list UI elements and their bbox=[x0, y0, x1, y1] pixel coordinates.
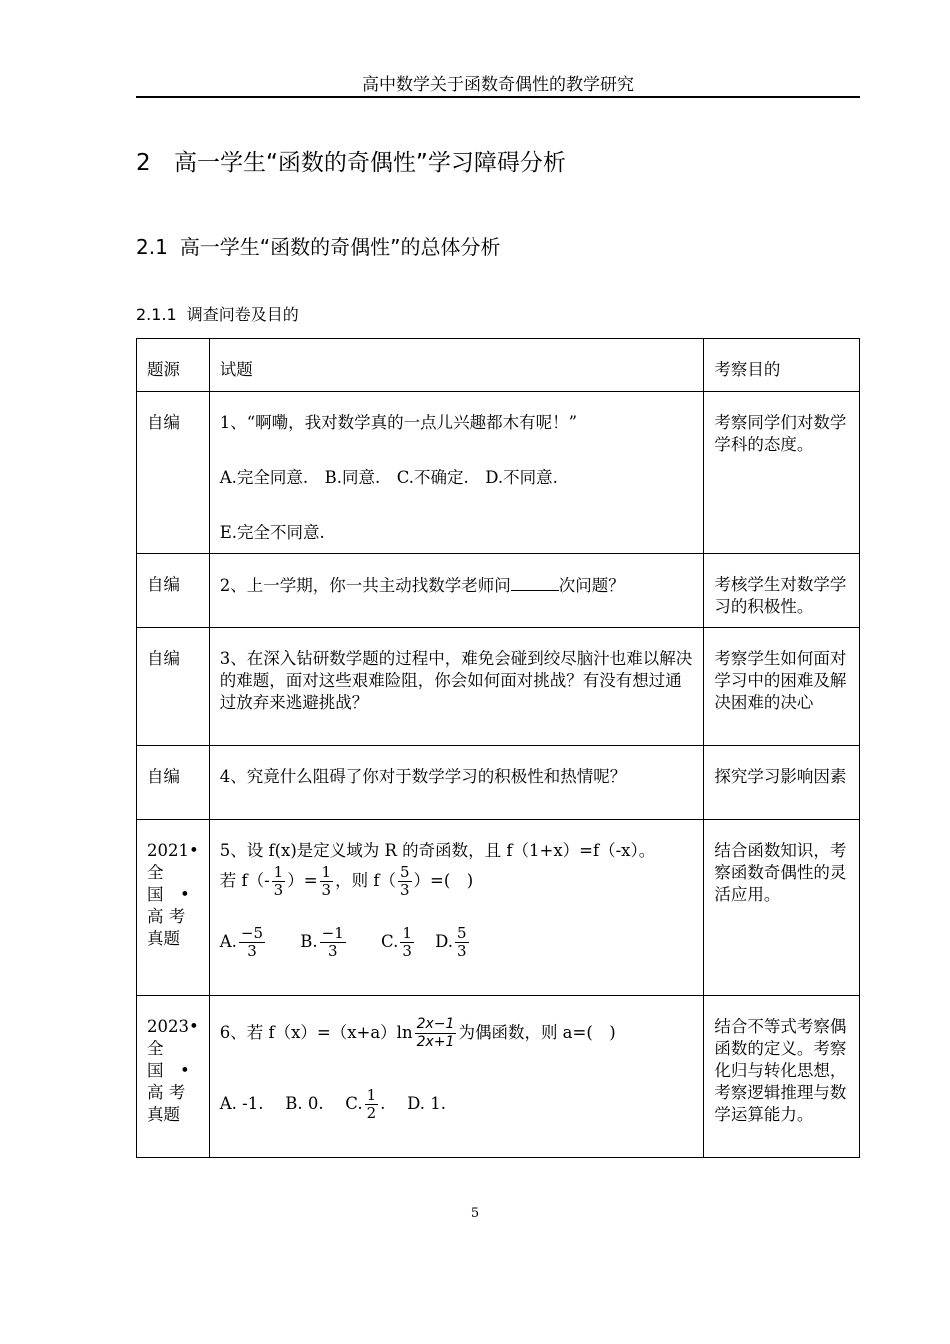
question-text: 2、上一学期，你一共主动找数学老师问 bbox=[219, 576, 511, 595]
table-header-row bbox=[137, 339, 860, 392]
question-cell: 4、究竟什么阻碍了你对于数学学习的积极性和热情呢？ bbox=[209, 746, 704, 820]
source-cell: 自编 bbox=[137, 554, 210, 628]
question-formula bbox=[220, 1016, 694, 1051]
question-text: 次问题？ bbox=[558, 576, 625, 595]
formula-text: ）= bbox=[287, 871, 318, 890]
column-header-question: 试题 bbox=[209, 339, 704, 392]
denominator: 2 bbox=[366, 1104, 377, 1122]
column-header-source: 题源 bbox=[137, 339, 210, 392]
source-cell bbox=[137, 996, 210, 1158]
numerator: 1 bbox=[402, 924, 412, 942]
question-cell bbox=[209, 392, 704, 554]
option-label: D. bbox=[435, 932, 454, 951]
numerator: 5 bbox=[399, 863, 410, 881]
table-row bbox=[137, 996, 860, 1158]
numerator: −5 bbox=[240, 924, 264, 942]
section-heading bbox=[136, 233, 501, 261]
table-row bbox=[137, 554, 860, 628]
denominator: 3 bbox=[402, 942, 412, 960]
page-number: 5 bbox=[470, 1206, 480, 1221]
answer-blank bbox=[511, 574, 559, 591]
subsection-number: 2.1.1 bbox=[136, 305, 177, 324]
formula-text: 为偶函数，则 a=( ) bbox=[458, 1023, 616, 1042]
denominator: 3 bbox=[327, 942, 338, 960]
survey-table bbox=[136, 338, 860, 1158]
source-line: 国 • bbox=[147, 1061, 190, 1080]
fraction bbox=[400, 925, 414, 960]
denominator: 3 bbox=[399, 881, 410, 899]
subsection-heading bbox=[136, 304, 299, 326]
aim-cell: 探究学习影响因素 bbox=[704, 746, 860, 820]
fraction bbox=[365, 1087, 379, 1122]
fraction bbox=[455, 925, 469, 960]
formula-text: 6、若 f（x）=（x+a）ln bbox=[219, 1023, 413, 1042]
question-options: E.完全不同意. bbox=[219, 523, 325, 542]
source-line: 高 考 bbox=[147, 1083, 186, 1102]
option-label: B. bbox=[300, 932, 318, 951]
question-cell bbox=[209, 820, 704, 996]
formula-text: 若 f（- bbox=[219, 871, 270, 890]
question-text: 1、“啊嘞，我对数学真的一点儿兴趣都木有呢！” bbox=[219, 413, 578, 432]
chapter-title: 高一学生“函数的奇偶性”学习障碍分析 bbox=[174, 150, 566, 176]
numerator: 5 bbox=[457, 924, 467, 942]
source-line: 全 bbox=[147, 863, 164, 882]
chapter-number: 2 bbox=[136, 150, 151, 176]
option-text: A. -1. B. 0. C. bbox=[219, 1094, 363, 1113]
fraction bbox=[415, 1016, 457, 1051]
source-line: 2023• bbox=[147, 1017, 199, 1036]
source-cell: 自编 bbox=[137, 746, 210, 820]
chapter-heading bbox=[136, 147, 566, 179]
fraction bbox=[398, 864, 412, 899]
question-options: A.完全同意. B.同意. C.不确定. D.不同意. bbox=[219, 468, 558, 487]
source-cell bbox=[137, 820, 210, 996]
source-line: 2021• bbox=[147, 841, 199, 860]
numerator: −1 bbox=[321, 924, 344, 942]
aim-cell: 考察学生如何面对学习中的困难及解决困难的决心 bbox=[704, 628, 860, 746]
source-line: 全 bbox=[147, 1039, 164, 1058]
question-options bbox=[220, 925, 694, 960]
question-text: 5、设 f(x)是定义域为 R 的奇函数，且 f（1+x）=f（-x）。 bbox=[219, 841, 656, 860]
table-row bbox=[137, 746, 860, 820]
numerator: 1 bbox=[273, 863, 284, 881]
option-text: . D. 1. bbox=[380, 1094, 447, 1113]
formula-text: ）=( ) bbox=[413, 871, 474, 890]
denominator: 3 bbox=[457, 942, 467, 960]
question-cell: 3、在深入钻研数学题的过程中，难免会碰到绞尽脑汁也难以解决的难题，面对这些艰难险阻，你会如何面对挑战？有没有想过通过放弃来逃避挑战？ bbox=[209, 628, 704, 746]
question-cell bbox=[209, 554, 704, 628]
source-line: 高 考 bbox=[147, 907, 186, 926]
fraction bbox=[320, 864, 334, 899]
column-header-aim: 考察目的 bbox=[704, 339, 860, 392]
running-header: 高中数学关于函数奇偶性的教学研究 bbox=[362, 75, 634, 95]
source-line: 真题 bbox=[147, 1105, 180, 1124]
denominator: 3 bbox=[247, 942, 257, 960]
fraction bbox=[239, 925, 265, 960]
numerator: 1 bbox=[321, 863, 332, 881]
subsection-title: 调查问卷及目的 bbox=[186, 305, 299, 324]
numerator: 2x−1 bbox=[416, 1016, 455, 1032]
question-cell bbox=[209, 996, 704, 1158]
option-label: C. bbox=[381, 932, 399, 951]
source-line: 真题 bbox=[147, 929, 180, 948]
aim-cell: 考核学生对数学学习的积极性。 bbox=[704, 554, 860, 628]
section-title: 高一学生“函数的奇偶性”的总体分析 bbox=[179, 235, 501, 259]
formula-text: ，则 f（ bbox=[335, 871, 396, 890]
table-row bbox=[137, 628, 860, 746]
fraction bbox=[320, 925, 346, 960]
denominator: 3 bbox=[273, 881, 284, 899]
table-row bbox=[137, 820, 860, 996]
question-formula bbox=[220, 864, 694, 899]
source-cell: 自编 bbox=[137, 628, 210, 746]
denominator: 2x+1 bbox=[416, 1034, 455, 1050]
aim-cell: 结合函数知识，考察函数奇偶性的灵活应用。 bbox=[704, 820, 860, 996]
aim-cell: 考察同学们对数学学科的态度。 bbox=[704, 392, 860, 554]
source-line: 国 • bbox=[147, 885, 190, 904]
source-cell: 自编 bbox=[137, 392, 210, 554]
question-options bbox=[220, 1087, 694, 1122]
option-label: A. bbox=[219, 932, 237, 951]
numerator: 1 bbox=[366, 1086, 377, 1104]
fraction bbox=[272, 864, 286, 899]
aim-cell: 结合不等式考察偶函数的定义。考察化归与转化思想，考察逻辑推理与数学运算能力。 bbox=[704, 996, 860, 1158]
denominator: 3 bbox=[321, 881, 332, 899]
header-rule bbox=[136, 96, 860, 98]
section-number: 2.1 bbox=[136, 235, 168, 259]
table-row bbox=[137, 392, 860, 554]
